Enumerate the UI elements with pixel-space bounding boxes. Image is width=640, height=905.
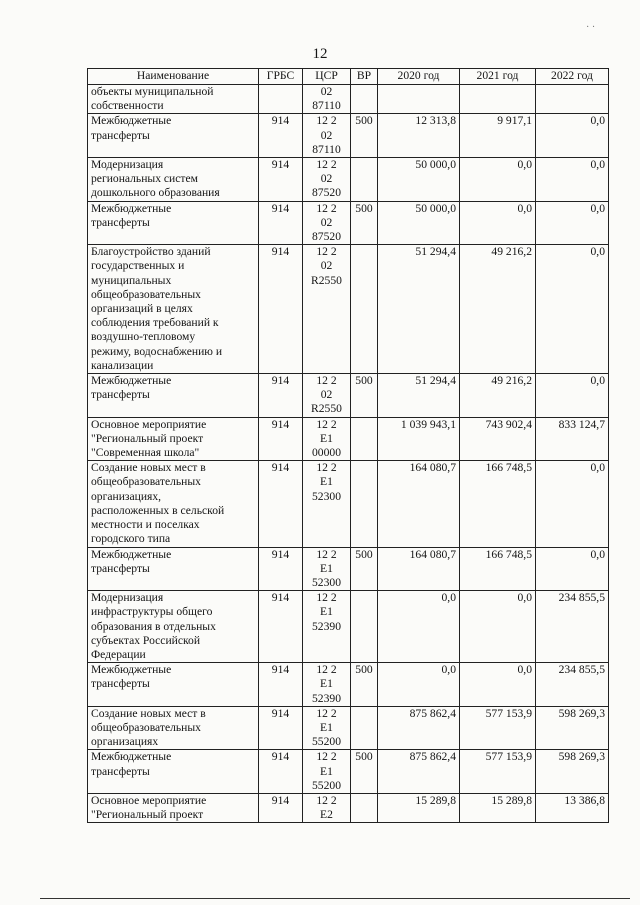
cell-text: 598 269,3	[558, 750, 605, 764]
cell-text: 12 313,8	[415, 114, 456, 128]
cell-y2022	[536, 85, 609, 114]
cell-y2020	[378, 706, 460, 750]
cell-y2022	[536, 706, 609, 750]
cell-y2021	[460, 245, 536, 374]
cell-vr	[351, 374, 378, 418]
cell-grbs	[259, 201, 303, 245]
cell-text: 51 294,4	[415, 374, 456, 388]
cell-text: 12 2 E1 55200	[312, 706, 341, 749]
cell-text: 0,0	[590, 245, 605, 259]
cell-csr	[303, 374, 351, 418]
cell-y2020	[378, 591, 460, 663]
cell-text: 12 2 02 R2550	[311, 245, 342, 287]
cell-text: 12 2 02 R2550	[311, 374, 342, 416]
cell-y2020	[378, 547, 460, 591]
cell-text: 500	[355, 201, 373, 215]
cell-text: 743 902,4	[485, 417, 532, 431]
cell-csr	[303, 461, 351, 547]
cell-text: 0,0	[590, 461, 605, 475]
cell-text: 914	[271, 245, 290, 259]
cell-text: Модернизация инфраструктуры общего образования в отдельных субъектах Российской Федерации	[91, 591, 216, 661]
cell-name	[88, 417, 259, 461]
cell-text: 914	[271, 793, 290, 807]
table-row	[88, 663, 609, 707]
cell-text: 914	[271, 201, 290, 215]
cell-text: 0,0	[517, 591, 532, 605]
col-header-2020: 2020 год	[378, 69, 460, 85]
col-header-2022: 2022 год	[536, 69, 609, 85]
cell-vr	[351, 201, 378, 245]
cell-name	[88, 245, 259, 374]
cell-csr	[303, 417, 351, 461]
cell-text: 15 289,8	[491, 793, 532, 807]
cell-text: 875 862,4	[409, 750, 456, 764]
table-row	[88, 461, 609, 547]
cell-text: 914	[271, 663, 290, 677]
cell-text: 12 2 E1 52390	[312, 591, 341, 633]
cell-text: 0,0	[517, 201, 532, 215]
cell-text: 12 2 E2	[316, 793, 337, 822]
cell-y2022	[536, 245, 609, 374]
cell-text: 0,0	[590, 374, 605, 388]
cell-y2020	[378, 201, 460, 245]
cell-grbs	[259, 85, 303, 114]
cell-text: Основное мероприятие "Региональный проект "Современная школа"	[91, 417, 207, 460]
cell-y2021	[460, 374, 536, 418]
cell-text: 0,0	[590, 158, 605, 172]
col-header-grbs: ГРБС	[259, 69, 303, 85]
cell-text: 500	[355, 663, 373, 677]
cell-y2020	[378, 245, 460, 374]
cell-text: Межбюджетные трансферты	[91, 114, 172, 142]
cell-vr	[351, 245, 378, 374]
table-row	[88, 750, 609, 794]
table-row	[88, 417, 609, 461]
cell-name	[88, 663, 259, 707]
cell-text: 914	[271, 461, 290, 475]
cell-grbs	[259, 417, 303, 461]
table-row	[88, 706, 609, 750]
cell-vr	[351, 663, 378, 707]
cell-text: 12 2 E1 52390	[312, 663, 341, 705]
cell-text: 500	[355, 750, 373, 764]
cell-grbs	[259, 591, 303, 663]
cell-name	[88, 793, 259, 822]
cell-text: Благоустройство зданий государственных и муниципальных общеобразовательных организаций в целях соблюдения требований к воздушно-тепловому режиму, водоснабжению и канализации	[91, 245, 223, 372]
cell-name	[88, 374, 259, 418]
cell-y2020	[378, 663, 460, 707]
cell-csr	[303, 114, 351, 158]
cell-text: 875 862,4	[409, 706, 456, 720]
cell-y2022	[536, 114, 609, 158]
table-row	[88, 85, 609, 114]
cell-name	[88, 85, 259, 114]
cell-text: 13 386,8	[564, 793, 605, 807]
cell-y2022	[536, 201, 609, 245]
cell-text: 9 917,1	[497, 114, 532, 128]
cell-text: 914	[271, 374, 290, 388]
cell-csr	[303, 201, 351, 245]
cell-name	[88, 461, 259, 547]
cell-text: 02 87110	[312, 85, 341, 113]
cell-text: 0,0	[441, 663, 456, 677]
cell-text: 164 080,7	[409, 547, 456, 561]
cell-vr	[351, 706, 378, 750]
cell-text: 15 289,8	[415, 793, 456, 807]
cell-text: 500	[355, 374, 373, 388]
table-row	[88, 114, 609, 158]
cell-text: 500	[355, 547, 373, 561]
cell-text: 234 855,5	[558, 663, 605, 677]
cell-text: 49 216,2	[491, 245, 532, 259]
cell-text: 0,0	[590, 547, 605, 561]
cell-csr	[303, 158, 351, 202]
cell-grbs	[259, 706, 303, 750]
table-row	[88, 374, 609, 418]
cell-y2021	[460, 706, 536, 750]
cell-csr	[303, 793, 351, 822]
cell-y2022	[536, 374, 609, 418]
cell-y2022	[536, 663, 609, 707]
cell-text: объекты муниципальной собственности	[91, 85, 214, 113]
cell-y2020	[378, 114, 460, 158]
cell-vr	[351, 750, 378, 794]
cell-text: 598 269,3	[558, 706, 605, 720]
cell-y2020	[378, 158, 460, 202]
cell-text: 914	[271, 591, 290, 605]
cell-y2020	[378, 750, 460, 794]
budget-table-body	[88, 85, 609, 823]
budget-table	[87, 68, 609, 823]
cell-text: 0,0	[517, 158, 532, 172]
cell-text: 51 294,4	[415, 245, 456, 259]
table-row	[88, 158, 609, 202]
cell-csr	[303, 591, 351, 663]
cell-y2020	[378, 85, 460, 114]
cell-name	[88, 114, 259, 158]
col-header-vr: ВР	[351, 69, 378, 85]
cell-y2021	[460, 201, 536, 245]
cell-text: 577 153,9	[485, 706, 532, 720]
cell-name	[88, 706, 259, 750]
cell-name	[88, 158, 259, 202]
cell-text: 0,0	[517, 663, 532, 677]
cell-text: Создание новых мест в общеобразовательных организациях	[91, 706, 206, 749]
scan-mark: · ·	[586, 22, 596, 33]
cell-y2022	[536, 417, 609, 461]
cell-text: 914	[271, 706, 290, 720]
cell-y2021	[460, 591, 536, 663]
cell-text: 833 124,7	[558, 417, 605, 431]
cell-y2020	[378, 374, 460, 418]
cell-text: 12 2 E1 00000	[312, 417, 341, 460]
cell-y2022	[536, 547, 609, 591]
col-header-csr: ЦСР	[303, 69, 351, 85]
cell-csr	[303, 706, 351, 750]
cell-text: Межбюджетные трансферты	[91, 374, 172, 402]
table-row	[88, 591, 609, 663]
cell-y2022	[536, 158, 609, 202]
cell-text: 49 216,2	[491, 374, 532, 388]
cell-text: 1 039 943,1	[400, 417, 456, 431]
table-header-row	[88, 69, 609, 85]
cell-text: 12 2 02 87110	[312, 114, 341, 156]
cell-csr	[303, 245, 351, 374]
cell-text: 50 000,0	[415, 158, 456, 172]
table-row	[88, 547, 609, 591]
col-header-name: Наименование	[88, 69, 259, 85]
cell-text: 234 855,5	[558, 591, 605, 605]
cell-grbs	[259, 158, 303, 202]
cell-grbs	[259, 461, 303, 547]
cell-name	[88, 201, 259, 245]
cell-csr	[303, 85, 351, 114]
cell-text: 166 748,5	[485, 547, 532, 561]
cell-text: Модернизация региональных систем дошкольного образования	[91, 158, 220, 200]
cell-vr	[351, 591, 378, 663]
cell-grbs	[259, 663, 303, 707]
cell-grbs	[259, 374, 303, 418]
cell-text: Основное мероприятие "Региональный проект	[91, 793, 207, 822]
cell-text: 12 2 E1 52300	[312, 461, 341, 503]
cell-y2021	[460, 85, 536, 114]
cell-text: 12 2 02 87520	[312, 158, 341, 200]
cell-text: 0,0	[441, 591, 456, 605]
cell-text: Межбюджетные трансферты	[91, 547, 172, 575]
cell-y2021	[460, 417, 536, 461]
cell-vr	[351, 158, 378, 202]
cell-text: Межбюджетные трансферты	[91, 750, 172, 778]
cell-y2022	[536, 461, 609, 547]
cell-grbs	[259, 750, 303, 794]
cell-text: 12 2 02 87520	[312, 201, 341, 244]
cell-grbs	[259, 793, 303, 822]
cell-text: Межбюджетные трансферты	[91, 663, 172, 691]
cell-text: 0,0	[590, 114, 605, 128]
cell-y2022	[536, 591, 609, 663]
cell-text: 914	[271, 114, 290, 128]
cell-y2021	[460, 158, 536, 202]
cell-text: 914	[271, 158, 290, 172]
cell-y2022	[536, 793, 609, 822]
cell-y2020	[378, 461, 460, 547]
col-header-2021: 2021 год	[460, 69, 536, 85]
cell-text: 12 2 E1 52300	[312, 547, 341, 589]
cell-y2021	[460, 663, 536, 707]
cell-y2020	[378, 793, 460, 822]
table-row	[88, 793, 609, 822]
bottom-rule	[40, 898, 630, 899]
page-number: 12	[312, 46, 328, 62]
cell-y2021	[460, 547, 536, 591]
cell-csr	[303, 547, 351, 591]
cell-text: 50 000,0	[415, 201, 456, 215]
cell-text: 500	[355, 114, 373, 128]
cell-vr	[351, 461, 378, 547]
cell-text: 166 748,5	[485, 461, 532, 475]
table-row	[88, 245, 609, 374]
cell-text: 914	[271, 417, 290, 431]
cell-y2022	[536, 750, 609, 794]
cell-grbs	[259, 114, 303, 158]
cell-vr	[351, 114, 378, 158]
cell-text: 0,0	[590, 201, 605, 215]
cell-name	[88, 591, 259, 663]
cell-text: 164 080,7	[409, 461, 456, 475]
cell-name	[88, 547, 259, 591]
cell-vr	[351, 85, 378, 114]
cell-y2021	[460, 750, 536, 794]
cell-csr	[303, 750, 351, 794]
cell-y2020	[378, 417, 460, 461]
cell-text: 914	[271, 750, 290, 764]
cell-text: Создание новых мест в общеобразовательных организациях, расположенных в сельской местности и поселках городского типа	[91, 461, 225, 546]
cell-y2021	[460, 114, 536, 158]
cell-vr	[351, 547, 378, 591]
cell-y2021	[460, 793, 536, 822]
table-row	[88, 201, 609, 245]
cell-grbs	[259, 245, 303, 374]
cell-text: Межбюджетные трансферты	[91, 201, 172, 229]
cell-text: 12 2 E1 55200	[312, 750, 341, 792]
cell-vr	[351, 793, 378, 822]
cell-text: 577 153,9	[485, 750, 532, 764]
cell-text: 914	[271, 547, 290, 561]
cell-name	[88, 750, 259, 794]
cell-vr	[351, 417, 378, 461]
cell-csr	[303, 663, 351, 707]
cell-grbs	[259, 547, 303, 591]
cell-y2021	[460, 461, 536, 547]
